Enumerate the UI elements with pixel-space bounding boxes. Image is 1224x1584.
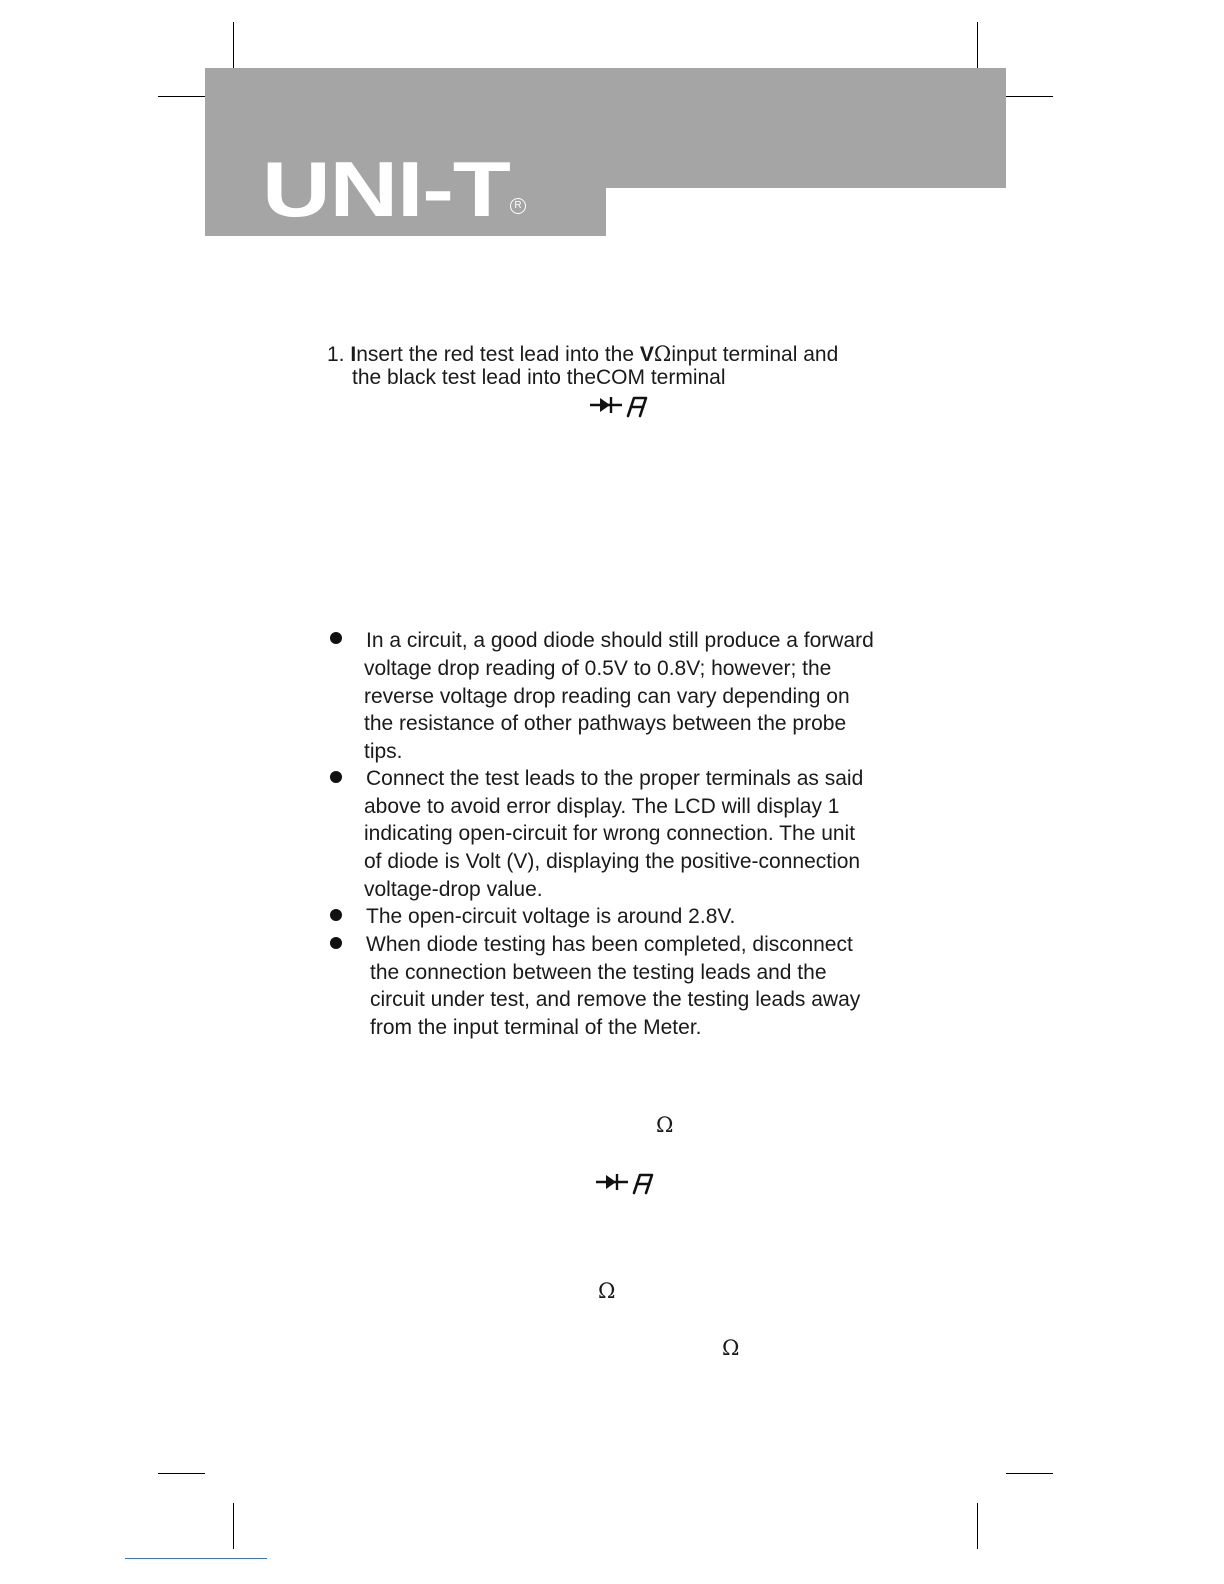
step-1-omega-symbol: Ω	[653, 342, 672, 366]
bullet-2-line-3: indicating open-circuit for wrong connection. The unit	[364, 822, 856, 845]
diode-buzzer-icon	[588, 394, 650, 420]
crop-mark-left-bottom	[158, 1473, 205, 1474]
bullet-2-line-1: Connect the test leads to the proper terminals as said	[366, 767, 864, 790]
crop-mark-bottom-right	[977, 1503, 978, 1549]
bullet-3-dot	[330, 909, 342, 921]
step-1-number: 1.	[327, 343, 345, 366]
crop-mark-right-top	[1006, 96, 1053, 97]
bullet-4-line-4: from the input terminal of the Meter.	[370, 1016, 702, 1039]
bullet-1-line-3: reverse voltage drop reading can vary depending on	[364, 685, 850, 708]
step-1-first-letter: I	[350, 343, 357, 366]
bullet-4-dot	[330, 937, 342, 949]
bullet-4-line-1: When diode testing has been completed, disconnect	[366, 933, 853, 956]
bullet-3-line-1: The open-circuit voltage is around 2.8V.	[366, 905, 736, 928]
bullet-1-line-2: voltage drop reading of 0.5V to 0.8V; however; the	[364, 657, 832, 680]
bullet-2-line-4: of diode is Volt (V), displaying the positive-connection	[364, 850, 861, 873]
crop-mark-top-right	[977, 22, 978, 68]
step-1-text-b: input terminal and	[671, 343, 839, 366]
bullet-1-line-1: In a circuit, a good diode should still produce a forward	[366, 629, 874, 652]
bottom-link-underline	[125, 1558, 267, 1559]
bullet-1-line-5: tips.	[364, 740, 403, 763]
bullet-4-line-3: circuit under test, and remove the testing leads away	[370, 988, 861, 1011]
crop-mark-left-top	[158, 96, 205, 97]
crop-mark-top-left	[233, 22, 234, 68]
bullet-1-line-4: the resistance of other pathways between the probe	[364, 712, 847, 735]
bullet-2-line-2: above to avoid error display. The LCD will display 1	[364, 795, 840, 818]
omega-symbol-3: Ω	[722, 1336, 740, 1360]
step-1-volt-symbol: V	[639, 343, 654, 366]
step-1-line-2: the black test lead into theCOM terminal	[352, 366, 726, 389]
omega-symbol-2: Ω	[598, 1279, 616, 1303]
uni-t-logo: UNI-T	[262, 145, 510, 233]
step-1-text-a: nsert the red test lead into the	[356, 343, 640, 366]
omega-symbol-1: Ω	[656, 1113, 674, 1137]
step-1-line-1	[327, 343, 838, 366]
bullet-2-line-5: voltage-drop value.	[364, 878, 543, 901]
crop-mark-right-bottom	[1006, 1473, 1053, 1474]
bullet-4-line-2: the connection between the testing leads and the	[370, 961, 827, 984]
registered-mark: R	[510, 198, 526, 214]
crop-mark-bottom-left	[233, 1503, 234, 1549]
bullet-1-dot	[330, 632, 342, 644]
bullet-2-dot	[330, 771, 342, 783]
diode-buzzer-icon-2	[594, 1171, 656, 1197]
